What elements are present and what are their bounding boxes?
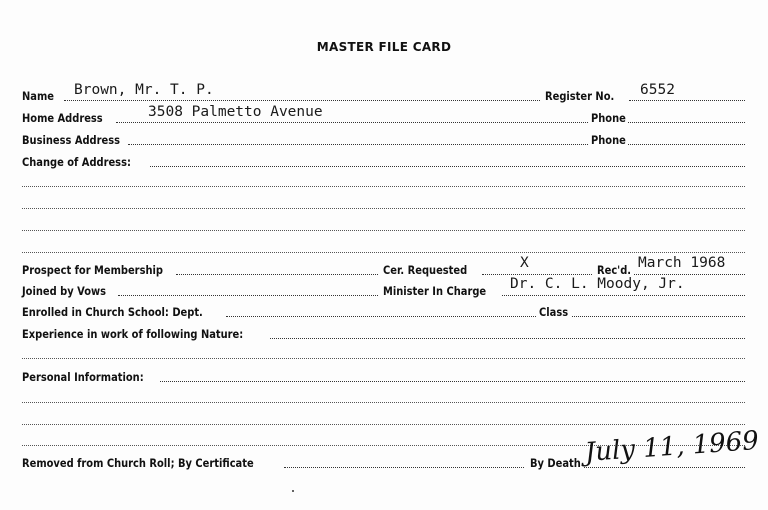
home-phone-label: Phone bbox=[591, 111, 626, 125]
change-of-address-label: Change of Address: bbox=[22, 155, 131, 169]
card-title: MASTER FILE CARD bbox=[316, 40, 452, 54]
register-no-line bbox=[629, 100, 745, 101]
personal-info-label: Personal Information: bbox=[22, 370, 144, 384]
cer-requested-line bbox=[482, 274, 592, 275]
minister-label: Minister In Charge bbox=[383, 284, 487, 298]
removed-label: Removed from Church Roll; By Certificate bbox=[22, 456, 254, 470]
recd-label: Rec'd. bbox=[597, 263, 632, 277]
joined-by-vows-line bbox=[118, 295, 378, 296]
recd-line bbox=[634, 274, 745, 275]
recd-value: March 1968 bbox=[638, 255, 726, 271]
blank-line bbox=[22, 186, 745, 187]
personal-info-line bbox=[160, 381, 745, 382]
name-label: Name bbox=[22, 89, 54, 103]
register-no-value: 6552 bbox=[640, 82, 675, 98]
by-death-label: By Death bbox=[530, 456, 581, 470]
enrolled-line bbox=[226, 316, 536, 317]
experience-label: Experience in work of following Nature: bbox=[22, 327, 244, 341]
by-death-line bbox=[584, 467, 745, 468]
removed-line bbox=[284, 467, 524, 468]
home-address-line bbox=[116, 122, 588, 123]
business-address-label: Business Address bbox=[22, 133, 120, 147]
business-address-line bbox=[128, 144, 588, 145]
blank-line bbox=[22, 402, 745, 403]
name-line bbox=[64, 100, 540, 101]
business-phone-label: Phone bbox=[591, 133, 626, 147]
business-phone-line bbox=[628, 144, 745, 145]
blank-line bbox=[22, 424, 745, 425]
home-address-label: Home Address bbox=[22, 111, 103, 125]
scan-speck bbox=[292, 490, 294, 492]
blank-line bbox=[22, 252, 745, 253]
home-phone-line bbox=[628, 122, 745, 123]
class-label: Class bbox=[539, 305, 569, 319]
home-address-value: 3508 Palmetto Avenue bbox=[148, 104, 323, 120]
class-line bbox=[572, 316, 745, 317]
joined-by-vows-label: Joined by Vows bbox=[22, 284, 107, 298]
prospect-label: Prospect for Membership bbox=[22, 263, 163, 277]
minister-value: Dr. C. L. Moody, Jr. bbox=[510, 276, 685, 292]
blank-line bbox=[22, 208, 745, 209]
experience-line bbox=[270, 338, 745, 339]
enrolled-label: Enrolled in Church School: Dept. bbox=[22, 305, 203, 319]
prospect-line bbox=[176, 274, 378, 275]
cer-requested-value: X bbox=[520, 255, 529, 271]
register-no-label: Register No. bbox=[545, 89, 615, 103]
minister-line bbox=[502, 295, 745, 296]
cer-requested-label: Cer. Requested bbox=[383, 263, 468, 277]
death-date-handwritten: July 11, 1969 bbox=[583, 425, 760, 468]
blank-line bbox=[22, 230, 745, 231]
change-of-address-line bbox=[150, 166, 745, 167]
blank-line bbox=[22, 358, 745, 359]
name-value: Brown, Mr. T. P. bbox=[74, 82, 214, 98]
